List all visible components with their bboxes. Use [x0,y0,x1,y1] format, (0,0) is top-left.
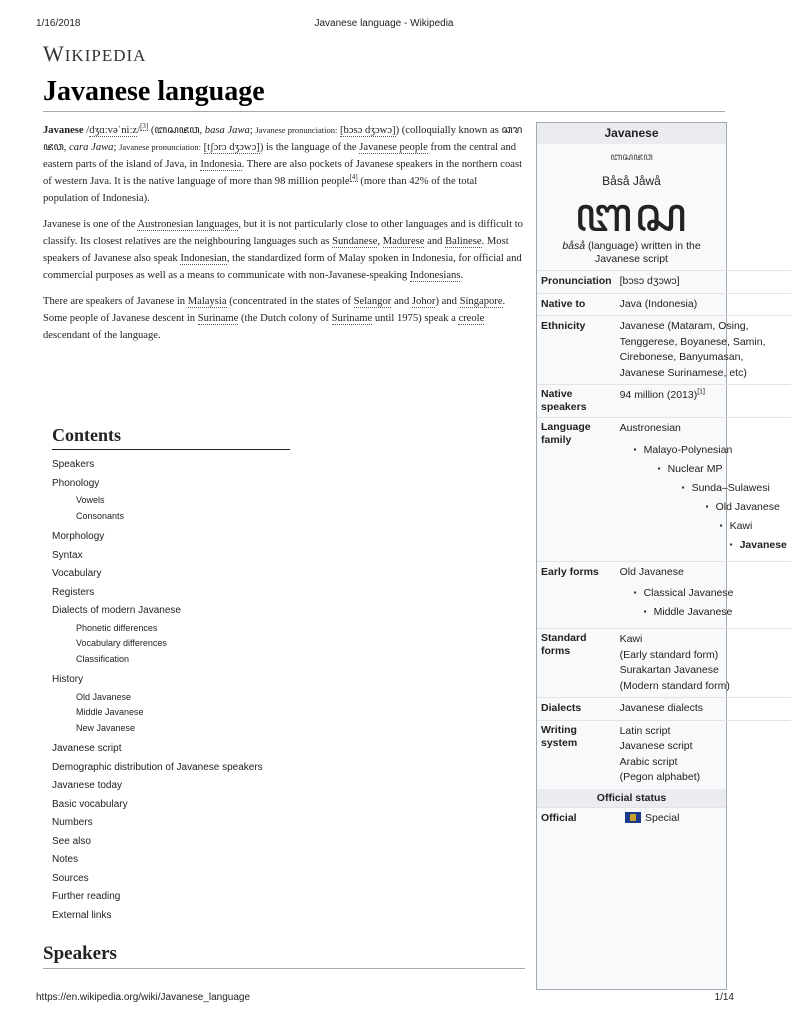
term-javanese: Javanese [43,125,84,136]
wordmark-initial: W [43,41,65,66]
balinese-link[interactable]: Balinese [445,236,482,247]
toc-item[interactable]: Basic vocabulary [52,798,128,810]
toc-item[interactable]: Javanese today [52,780,123,791]
article-title: Javanese language [43,76,265,107]
toc-item[interactable]: Vocabulary [52,568,102,579]
row-value[interactable]: Javanese (Mataram, Osing, Tenggerese, Boyanese, Samin, Cirebonese, Banyumasan, Javanese Surinamese, etc) [616,316,791,385]
print-date: 1/16/2018 [36,18,81,29]
contents-list [52,456,290,925]
infobox-row-pronunciation [537,271,791,294]
row-label: Native speakers [537,385,616,418]
toc-item[interactable]: Sources [52,872,89,884]
toc-subitem[interactable]: Phonetic differences [76,622,158,633]
family-item[interactable]: ▪ Old Javanese ▪ Kawi ▪ Javanese [706,501,787,551]
creole-link[interactable]: creole [458,313,485,324]
intro-paragraph-1: Javanese /dʒɑːvəˈniːz/[3] (ꦧꦱꦗꦮ, basa Jawa; Javanese pronunciation: [bɔsɔ dʒɔwɔ]) (colloquially known as ꦕꦫꦗꦮ, cara Jawa; Javanese pronunciation: [tʃɔrɔ dʒɔwɔ]) is the language of the Javanese people from the central and eastern parts of the island of Java, in Indonesia. There are also pockets of Javanese speakers in the northern coast of western Java. It is the native language of more than 98 million people[4] (more than 42% of the total population of Indonesia). [43,122,523,204]
austronesian-link[interactable]: Austronesian languages [137,219,239,230]
infobox-row-standard-forms [537,629,791,698]
pronunciation-label-2: Javanese pronunciation: [119,142,201,152]
madurese-link[interactable]: Madurese [382,236,425,247]
official-status-header: Official status [537,789,726,807]
toc-item[interactable]: Phonology [52,477,100,489]
toc-item[interactable]: Registers [52,586,95,598]
family-item[interactable]: ▪ Nuclear MP ▪ Sunda–Sulawesi ▪ Old Javanese ▪ Kawi ▪ Javanese [658,463,787,551]
early-item[interactable]: ▪ Classical Javanese ▪ Middle Javanese [634,587,787,618]
toc-item[interactable]: Morphology [52,531,105,542]
toc-item[interactable]: Demographic distribution of Javanese speakers [52,761,263,773]
native-script-text: ꦧꦱꦗꦮ [154,125,200,136]
toc-subitem[interactable]: Old Javanese [76,691,132,702]
title-divider [43,111,725,112]
toc-item[interactable]: Javanese script [52,743,122,754]
contents-heading: Contents [52,425,122,445]
infobox-row-native-to [537,293,791,316]
family-item-current: ▪ Javanese [730,539,787,551]
suriname-link-2[interactable]: Suriname [331,313,373,324]
toc-item[interactable]: Speakers [52,459,95,470]
row-label: Language family [537,418,616,562]
language-infobox [536,122,787,990]
row-label: Dialects [537,698,616,721]
toc-subitem[interactable]: Middle Javanese [76,707,144,717]
print-page-number: 1/14 [714,992,734,1003]
caption-text: (language) written in the Javanese script [585,240,701,265]
toc-item[interactable]: Numbers [52,817,93,828]
early-root-link[interactable]: Old Javanese [619,565,684,578]
pronunciation-label: Javanese pronunciation: [255,125,338,135]
family-root-link[interactable]: Austronesian [619,422,681,434]
pronunciation-link-1[interactable]: [bɔsɔ dʒɔwɔ] [339,125,396,136]
caption-italic: båså [562,240,586,252]
row-label: Pronunciation [537,271,616,294]
toc-subitem[interactable]: Classification [76,653,130,664]
family-item[interactable]: ▪ Kawi ▪ Javanese [720,520,787,551]
toc-item[interactable]: Further reading [52,891,121,902]
row-label: Standard forms [537,629,616,698]
writing-link[interactable]: Latin script [619,724,671,737]
toc-subitem[interactable]: Consonants [76,510,125,521]
infobox-table [537,270,791,789]
infobox-caption [537,240,726,270]
row-label: Official [537,807,621,829]
speakers-divider [43,968,525,969]
infobox-native-name: Båså Jåwå [602,174,661,188]
infobox-row-ethnicity [537,316,791,385]
ipa-link[interactable]: dʒɑːvəˈniːz [89,125,138,136]
print-url: https://en.wikipedia.org/wiki/Javanese_language [36,992,251,1003]
indonesians-link[interactable]: Indonesians [409,270,461,281]
row-label: Native to [537,293,616,316]
row-value [616,720,791,789]
row-label: Ethnicity [537,316,616,385]
toc-item[interactable]: See also [52,835,91,847]
singapore-link[interactable]: Singapore [459,296,503,307]
row-value[interactable]: Javanese dialects [616,698,791,721]
javanese-script-image[interactable]: ꦧꦱ [574,187,689,243]
toc-item[interactable]: Syntax [52,549,83,561]
intro-paragraph-3: There are speakers of Javanese in Malaysia (concentrated in the states of Selangor and Johor) and Singapore. Some people of Javanese descent in Suriname (the Dutch colony of Suriname until 1975) speak a creole descendant of the language. [43,296,506,341]
ref-3-link[interactable]: [3] [140,122,149,131]
row-label: Early forms [537,561,616,629]
print-page-title: Javanese language - Wikipedia [314,18,454,29]
contents-divider [52,449,290,450]
standard-link[interactable]: Kawi [619,633,643,645]
standard-note: (Modern standard form) [619,679,730,692]
infobox-row-native-speakers [537,385,791,418]
row-value [616,561,791,629]
row-value[interactable]: [bɔsɔ dʒɔwɔ] [616,271,791,294]
standard-link[interactable]: Surakartan Javanese [619,664,719,676]
speakers-heading: Speakers [43,943,117,964]
infobox-title: Javanese [537,123,726,144]
toc-subitem[interactable]: Vowels [76,495,105,505]
writing-note[interactable]: (Pegon alphabet) [619,771,701,783]
toc-subitem[interactable]: Vocabulary differences [76,638,167,648]
cara-jawa-text: cara Jawa [69,142,114,153]
toc-item[interactable]: Notes [52,854,79,865]
row-value[interactable]: Java (Indonesia) [616,293,791,316]
ref-4-link[interactable]: [4] [349,173,358,182]
writing-link[interactable]: Javanese script [619,740,693,752]
infobox-row-dialects [537,698,791,721]
indonesia-link[interactable]: Indonesia [200,159,242,170]
toc-subitem[interactable]: New Javanese [76,722,136,733]
family-item[interactable]: ▪ Malayo-Polynesian ▪ Nuclear MP ▪ Sunda–Sulawesi ▪ Old Javanese ▪ Kawi ▪ Javanese [634,444,787,551]
johor-link[interactable]: Johor [411,296,436,307]
sundanese-link[interactable]: Sundanese [332,236,378,247]
flag-icon [625,812,641,823]
infobox-row-official [537,807,726,829]
family-item[interactable]: ▪ Sunda–Sulawesi ▪ Old Javanese ▪ Kawi ▪ Javanese [682,482,787,551]
early-item[interactable]: ▪ Middle Javanese [644,606,787,618]
article-intro [43,122,525,353]
toc-item[interactable]: Dialects of modern Javanese [52,605,181,616]
intro-paragraph-2: Javanese is one of the Austronesian languages, but it is not particularly close to other languages and is difficult to classify. Its closest relatives are the neighbouring languages such as Sundanese, Madurese and Balinese. Most speakers of Javanese also speak Indonesian, the standardized form of Malay spoken in Indonesia, for official and commercial purposes as well as a means to communicate with non-Javanese-speaking Indonesians. [43,219,523,281]
infobox-row-writing-system [537,720,791,789]
basa-jawa-text: basa Jawa [204,125,250,136]
ref-1-link[interactable]: [1] [697,388,706,396]
writing-link[interactable]: Arabic script [619,755,678,768]
row-value [616,629,791,698]
indonesian-link[interactable]: Indonesian [180,253,227,264]
wordmark-rest: IKIPEDIA [64,46,147,65]
toc-item[interactable]: History [52,674,84,685]
malaysia-link[interactable]: Malaysia [187,296,227,307]
row-value [621,807,726,829]
row-value [616,385,791,418]
native-script-text-2: ꦕꦫꦗꦮ [43,125,523,153]
standard-note: (Early standard form) [619,648,719,661]
row-value [616,418,791,562]
infobox-row-family [537,418,791,562]
row-label: Writing system [537,720,616,789]
toc-item[interactable]: External links [52,909,112,921]
suriname-link[interactable]: Suriname [197,313,239,324]
javanese-people-link[interactable]: Javanese people [359,142,428,153]
pronunciation-link-2[interactable]: [tʃɔrɔ dʒɔwɔ] [203,142,260,153]
infobox-row-early-forms [537,561,791,629]
infobox-native-script: ꦧꦱꦗꦮ [610,152,653,163]
table-of-contents [52,425,290,925]
selangor-link[interactable]: Selangor [353,296,392,307]
infobox-official-table [537,807,726,830]
speakers-count: 94 million (2013) [619,389,698,401]
wikipedia-wordmark[interactable] [43,41,146,67]
official-region-link[interactable]: Special [645,811,680,824]
